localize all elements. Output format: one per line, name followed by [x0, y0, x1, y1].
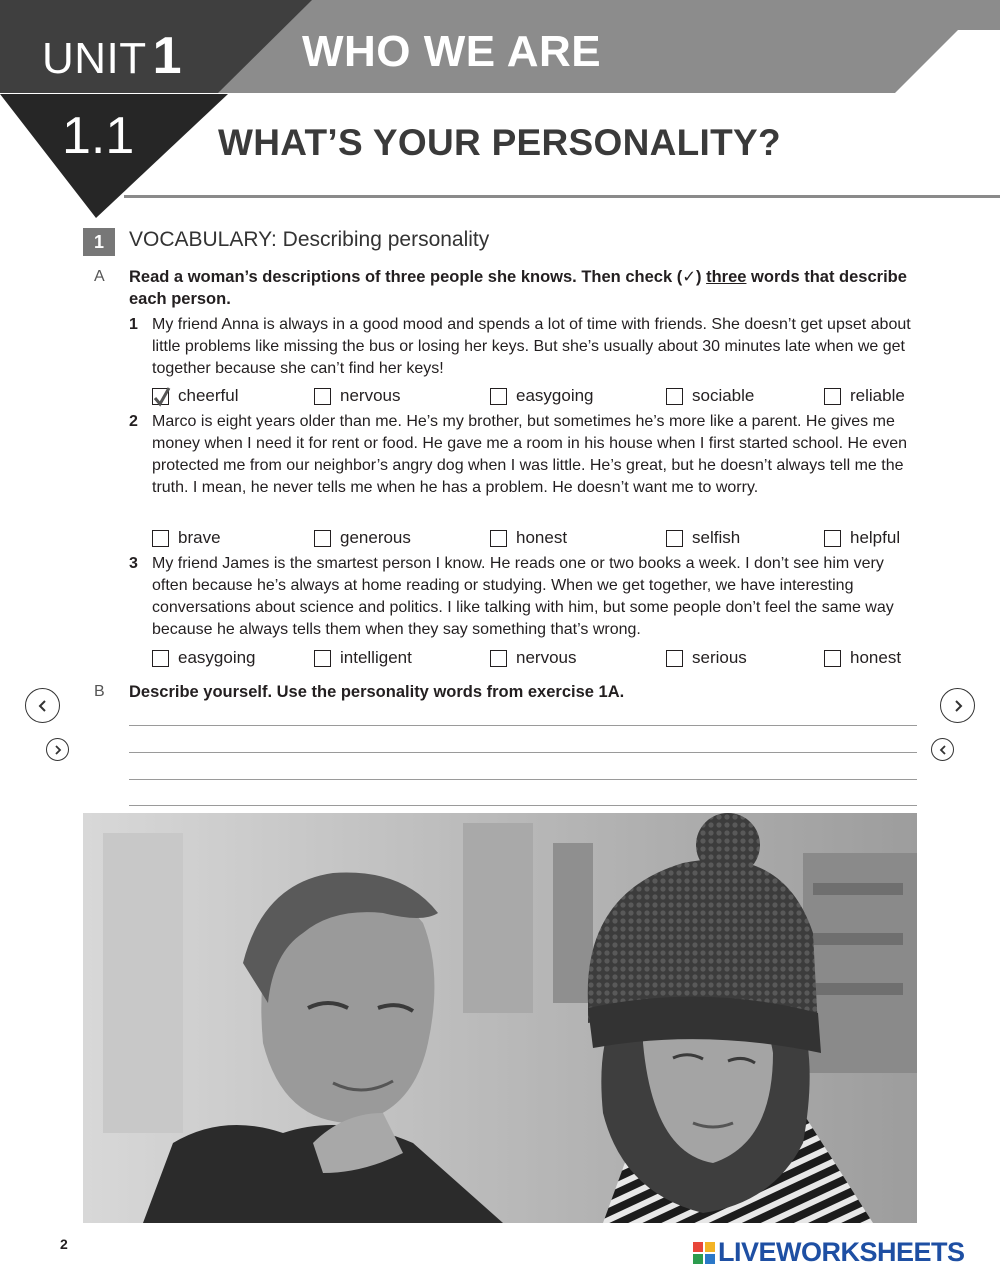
- checkbox[interactable]: [666, 530, 683, 547]
- item-1-number: 1: [129, 316, 138, 333]
- answer-line-3[interactable]: [129, 779, 917, 780]
- unit-title: WHO WE ARE: [302, 27, 602, 76]
- brand-logo[interactable]: [693, 1237, 965, 1268]
- checkbox[interactable]: [314, 388, 331, 405]
- checkbox[interactable]: [490, 650, 507, 667]
- checkbox[interactable]: [824, 650, 841, 667]
- title-divider: [124, 195, 1000, 198]
- answer-line-1[interactable]: [129, 725, 917, 726]
- item-2-option-honest[interactable]: honest: [490, 528, 567, 548]
- chevron-left-icon: [36, 699, 50, 713]
- checkbox[interactable]: [666, 650, 683, 667]
- next-step-button-small[interactable]: [46, 738, 69, 761]
- lesson-title: WHAT’S YOUR PERSONALITY?: [218, 122, 781, 163]
- checkbox[interactable]: [490, 388, 507, 405]
- page-number: 2: [60, 1236, 68, 1252]
- brand-text: LIVEWORKSHEETS: [718, 1237, 965, 1267]
- item-1-option-sociable[interactable]: sociable: [666, 386, 754, 406]
- item-2-option-selfish[interactable]: selfish: [666, 528, 740, 548]
- answer-line-2[interactable]: [129, 752, 917, 753]
- unit-label: UNIT 1: [42, 27, 183, 85]
- section-title: VOCABULARY: Describing personality: [129, 228, 490, 251]
- next-page-button[interactable]: [940, 688, 975, 723]
- photo-two-students: [83, 813, 917, 1223]
- exercise-b-letter: B: [94, 683, 105, 700]
- exercise-a-letter: A: [94, 268, 105, 285]
- item-1-text: My friend Anna is always in a good mood and spends a lot of time with friends. She doesn’t get upset about little problems like missing the bus or losing her keys. But she’s usually about 30 minutes late when we get together because she can’t find her keys!: [152, 316, 911, 377]
- checkbox[interactable]: [666, 388, 683, 405]
- chevron-right-icon: [951, 699, 965, 713]
- checkbox-checked[interactable]: [152, 388, 169, 405]
- item-3-option-intelligent[interactable]: intelligent: [314, 648, 412, 668]
- item-2-option-generous[interactable]: generous: [314, 528, 411, 548]
- checkbox[interactable]: [490, 530, 507, 547]
- item-3-option-nervous[interactable]: nervous: [490, 648, 576, 668]
- checkbox[interactable]: [152, 650, 169, 667]
- item-3-option-honest[interactable]: honest: [824, 648, 901, 668]
- lesson-number: 1.1: [62, 107, 135, 165]
- item-1-option-cheerful[interactable]: cheerful: [152, 386, 238, 406]
- item-1-option-easygoing[interactable]: easygoing: [490, 386, 594, 406]
- item-2-option-helpful[interactable]: helpful: [824, 528, 900, 548]
- answer-line-4[interactable]: [129, 805, 917, 806]
- exercise-a-instruction: Read a woman’s descriptions of three people she knows. Then check (✓) three words that describe each person.: [129, 268, 907, 308]
- chevron-right-icon: [53, 745, 63, 755]
- prev-page-button[interactable]: [25, 688, 60, 723]
- prev-step-button-small[interactable]: [931, 738, 954, 761]
- item-3-number: 3: [129, 555, 138, 572]
- item-1-option-reliable[interactable]: reliable: [824, 386, 905, 406]
- section-number: 1: [83, 228, 115, 256]
- item-2-text: Marco is eight years older than me. He’s my brother, but sometimes he’s more like a parent. He gives me money when I need it for rent or food. He gave me a room in his house when I first started school. He even protected me from our neighbor’s angry dog when I was little. He’s great, but he doesn’t always tell me the truth. I mean, he never tells me when he has a problem. He doesn’t want me to worry.: [152, 413, 908, 496]
- item-1-option-nervous[interactable]: nervous: [314, 386, 400, 406]
- item-2-option-brave[interactable]: brave: [152, 528, 221, 548]
- checkbox[interactable]: [824, 530, 841, 547]
- checkbox[interactable]: [314, 530, 331, 547]
- item-3-text: My friend James is the smartest person I know. He reads one or two books a week. I don’t see him very often because he’s always at home reading or studying. When we get together, we have interesting conversations about science and politics. I like talking with him, but some people don’t feel the same way because he always tells them when they say something that’s wrong.: [152, 555, 894, 638]
- item-3-option-serious[interactable]: serious: [666, 648, 747, 668]
- checkbox[interactable]: [824, 388, 841, 405]
- chevron-left-icon: [938, 745, 948, 755]
- item-2-number: 2: [129, 413, 138, 430]
- checkbox[interactable]: [152, 530, 169, 547]
- check-icon: [152, 385, 172, 407]
- checkbox[interactable]: [314, 650, 331, 667]
- exercise-b-instruction: Describe yourself. Use the personality words from exercise 1A.: [129, 683, 625, 701]
- liveworksheets-logo-icon: [693, 1242, 715, 1264]
- item-3-option-easygoing[interactable]: easygoing: [152, 648, 256, 668]
